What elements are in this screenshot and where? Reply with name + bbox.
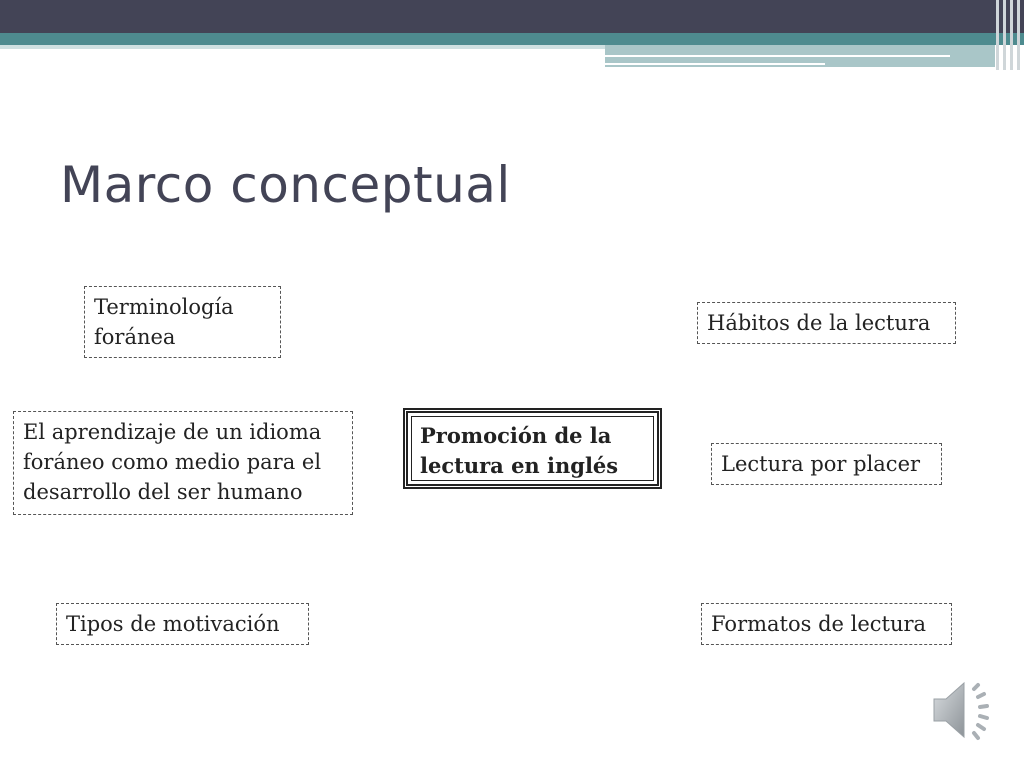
header-band-dark [0,0,1024,33]
node-placer: Lectura por placer [711,443,942,485]
header-line [605,55,950,57]
node-motivacion: Tipos de motivación [56,603,309,645]
speaker-icon[interactable] [930,675,1000,745]
header-band-teal [0,33,1024,45]
header-band-light [0,45,605,49]
slide-title: Marco conceptual [60,156,511,214]
node-terminologia: Terminología foránea [84,286,281,358]
header-stripes [994,0,1024,70]
node-formatos: Formatos de lectura [701,603,952,645]
center-node: Promoción de la lectura en inglés [403,408,662,489]
node-habitos: Hábitos de la lectura [697,302,956,344]
node-aprendizaje: El aprendizaje de un idioma foráneo como medio para el desarrollo del ser humano [13,411,353,515]
header-line [605,63,825,65]
